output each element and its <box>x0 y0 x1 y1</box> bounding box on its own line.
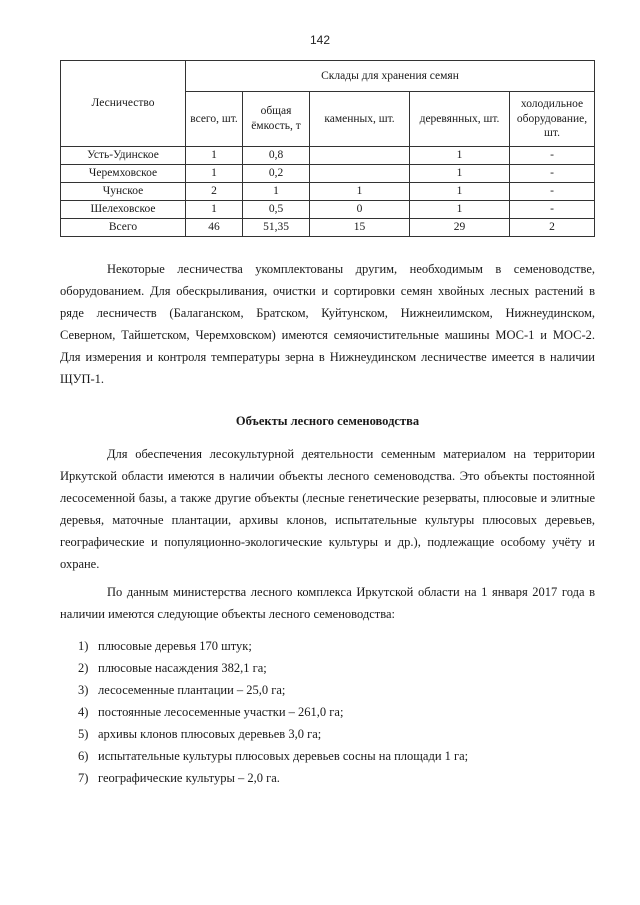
table-cell: 0,2 <box>243 165 310 183</box>
table-cell: 1 <box>410 165 510 183</box>
table-cell: 2 <box>510 219 595 237</box>
table-cell: 1 <box>186 165 243 183</box>
table-row <box>61 147 595 165</box>
table-header-forestry: Лесничество <box>61 61 186 147</box>
list-item: 2) плюсовые насаждения 382,1 га; <box>78 661 267 675</box>
paragraph-seed-objects: Для обеспечения лесокультурной деятельности семенным материалом на территории Иркутской области имеются в наличии объекты лесного семеноводства. Это объекты постоянной лесосеменной базы, а также другие объекты (лесные генетические резерваты, плюсовые и элитные деревья, маточные плантации, архивы клонов, испытательные культуры плюсовых деревьев, географические и популяционно-экологические культуры и др.), подлежащие особому учёту и охране. <box>60 447 595 571</box>
table-cell: 1 <box>186 201 243 219</box>
page-number: 142 <box>309 33 331 47</box>
table-header-refrigeration: холодильное оборудование, шт. <box>510 92 595 147</box>
table-cell: Чунское <box>61 183 186 201</box>
table-cell: 0 <box>310 201 410 219</box>
table-cell: Шелеховское <box>61 201 186 219</box>
table-cell <box>310 165 410 183</box>
paragraph-equipment: Некоторые лесничества укомплектованы другим, необходимым в семеноводстве, оборудованием. Для обескрыливания, очистки и сортировки семян хвойных лесных растений в ряде лесничеств (Балаганском, Братском, Куйтунском, Нижнеилимском, Нижнеудинском, Северном, Тайшетском, Черемховском) имеются семяочистительные машины МОС-1 и МОС-2. Для измерения и контроля температуры зерна в Нижнеудинском лесничестве имеется в наличии ЩУП-1. <box>60 262 595 386</box>
table-cell: - <box>510 147 595 165</box>
table-cell: - <box>510 183 595 201</box>
list-item: 6) испытательные культуры плюсовых деревьев сосны на площади 1 га; <box>78 749 469 763</box>
table-header-wooden: деревянных, шт. <box>410 92 510 147</box>
table-cell: 0,5 <box>243 201 310 219</box>
table-cell: - <box>510 201 595 219</box>
table-header-group: Склады для хранения семян <box>186 61 595 92</box>
table-cell: - <box>510 165 595 183</box>
table-cell: Усть-Удинское <box>61 147 186 165</box>
seed-storage-table <box>60 60 595 237</box>
table-header-total: всего, шт. <box>186 92 243 147</box>
list-item: 1) плюсовые деревья 170 штук; <box>78 639 252 653</box>
table-cell: 1 <box>410 147 510 165</box>
table-cell: 0,8 <box>243 147 310 165</box>
table-row <box>61 165 595 183</box>
table-cell: Всего <box>61 219 186 237</box>
list-item: 4) постоянные лесосеменные участки – 261,0 га; <box>78 705 344 719</box>
table-cell: 1 <box>410 183 510 201</box>
table-header-stone: каменных, шт. <box>310 92 410 147</box>
table-cell: 2 <box>186 183 243 201</box>
seed-objects-list <box>78 635 578 789</box>
table-row <box>61 183 595 201</box>
table-row <box>61 201 595 219</box>
table-cell: Черемховское <box>61 165 186 183</box>
table-header-capacity: общая ёмкость, т <box>243 92 310 147</box>
table-cell: 29 <box>410 219 510 237</box>
paragraph-ministry-data: По данным министерства лесного комплекса Иркутской области на 1 января 2017 года в наличии имеются следующие объекты лесного семеноводства: <box>60 585 595 621</box>
table-cell: 15 <box>310 219 410 237</box>
table-cell: 1 <box>243 183 310 201</box>
table-cell: 1 <box>410 201 510 219</box>
table-cell: 51,35 <box>243 219 310 237</box>
list-item: 5) архивы клонов плюсовых деревьев 3,0 га; <box>78 727 322 741</box>
table-cell: 1 <box>310 183 410 201</box>
table-row-total <box>61 219 595 237</box>
section-heading: Объекты лесного семеноводства <box>235 414 420 428</box>
table-cell <box>310 147 410 165</box>
table-cell: 46 <box>186 219 243 237</box>
list-item: 7) географические культуры – 2,0 га. <box>78 771 280 785</box>
table-cell: 1 <box>186 147 243 165</box>
list-item: 3) лесосеменные плантации – 25,0 га; <box>78 683 286 697</box>
